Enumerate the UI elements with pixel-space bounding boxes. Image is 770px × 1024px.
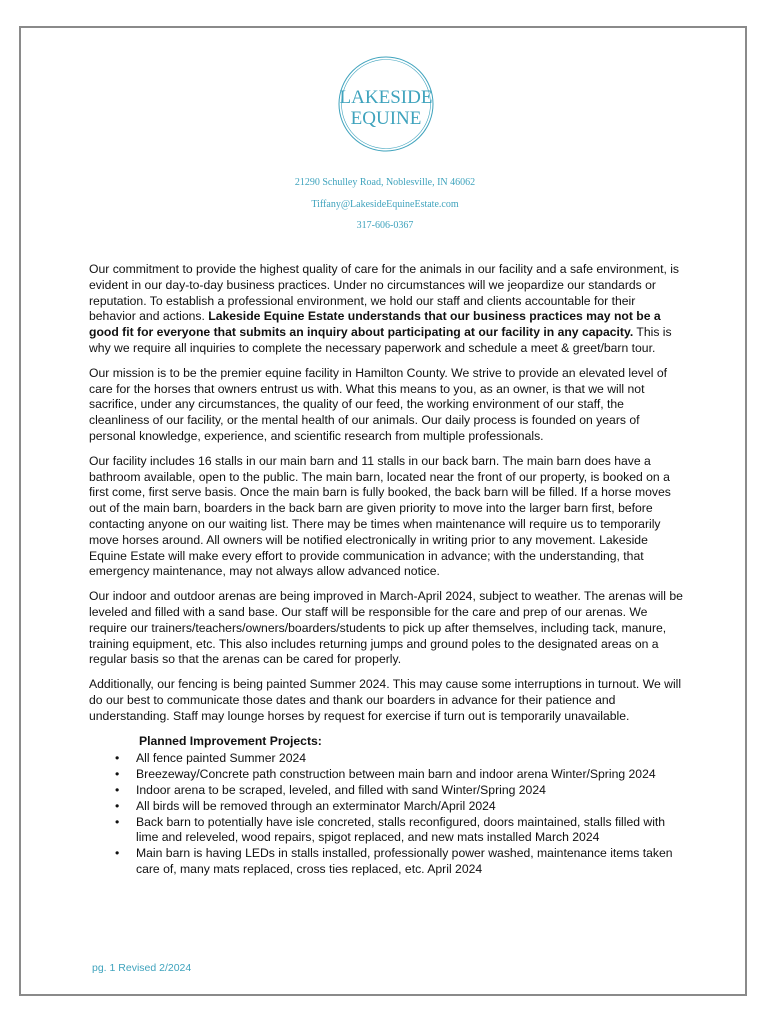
projects-list bbox=[89, 751, 683, 877]
logo-text-line1: LAKESIDE bbox=[339, 87, 433, 108]
paragraph-emphasis: Lakeside Equine Estate understands that our business practices may not be a good fit for everyone that submits an inquiry about participating at our facility in any capacity. bbox=[89, 309, 661, 340]
paragraph-facility: Our facility includes 16 stalls in our main barn and 11 stalls in our back barn. The main barn does have a bathroom available, open to the public. The main barn, located near the front of our property, is booked on a first come, first serve basis. Once the main barn is fully booked, the back barn will be filled. If a horse moves out of the main barn, boarders in the back barn are given priority to move into the larger barn first, before contacting anyone on our waiting list. There may be times when maintenance will require us to temporarily move horses around. All owners will be notified electronically in writing prior to any movement. Lakeside Equine Estate will make every effort to provide communication in advance; with the understanding, that emergency maintenance, may not always allow advanced notice. bbox=[89, 453, 671, 579]
lakeside-equine-logo bbox=[336, 54, 436, 154]
list-item: • Main barn is having LEDs in stalls installed, professionally power washed, maintenance items taken care of, many mats replaced, cross ties replaced, etc. April 2024 bbox=[115, 846, 673, 876]
paragraph-commitment: Our commitment to provide the highest quality of care for the animals in our facility and a safe environment, is evident in our day-to-day business practices. Under no circumstances will we jeopardize our standards or reputation. To establish a professional environment, we hold our staff and clients accountable for their behavior and actions. Lakeside Equine Estate understands that our business practices may not be a good fit for everyone that submits an inquiry about participating at our facility in any capacity. This is why we require all inquiries to complete the necessary paperwork and schedule a meet & greet/barn tour. bbox=[89, 262, 680, 355]
list-item: • Breezeway/Concrete path construction between main barn and indoor arena Winter/Spring 2024 bbox=[115, 767, 656, 782]
page-footer: pg. 1 Revised 2/2024 bbox=[92, 962, 192, 974]
paragraph-fencing: Additionally, our fencing is being painted Summer 2024. This may cause some interruptions in turnout. We will do our best to communicate those dates and thank our boarders in advance for their patience and understanding. Staff may lounge horses by request for exercise if turn out is temporarily unavailable. bbox=[89, 677, 682, 723]
paragraph-mission: Our mission is to be the premier equine facility in Hamilton County. We strive to provide an elevated level of care for the horses that owners entrust us with. What this means to you, as an owner, is that we will not sacrifice, under any circumstances, the quality of our feed, the working environment of our staff, the cleanliness of our facility, or the mental health of our animals. Our daily process is founded on years of personal knowledge, experience, and scientific research from multiple professionals. bbox=[89, 365, 668, 443]
logo-text-line2: EQUINE bbox=[350, 108, 422, 129]
list-item: • Indoor arena to be scraped, leveled, and filled with sand Winter/Spring 2024 bbox=[115, 782, 546, 797]
list-item: • All birds will be removed through an exterminator March/April 2024 bbox=[115, 798, 496, 813]
list-item: • All fence painted Summer 2024 bbox=[115, 751, 307, 766]
phone: 317-606-0367 bbox=[356, 220, 414, 231]
list-item: • Back barn to potentially have isle concreted, stalls reconfigured, doors maintained, stalls filled with lime and releveled, wood repairs, spigot replaced, and new mats installed March 2024 bbox=[115, 814, 666, 845]
address: 21290 Schulley Road, Noblesville, IN 46062 bbox=[294, 177, 476, 188]
document-body bbox=[89, 262, 683, 878]
projects-title: Planned Improvement Projects: bbox=[139, 733, 322, 748]
email-link[interactable]: Tiffany@LakesideEquineEstate.com bbox=[311, 199, 459, 210]
paragraph-arenas: Our indoor and outdoor arenas are being improved in March-April 2024, subject to weather. The arenas will be leveled and filled with a sand base. Our staff will be responsible for the care and prep of our arenas. We require our trainers/teachers/owners/boarders/students to pick up after themselves, including tack, manure, training equipment, etc. This also includes returning jumps and ground poles to the designated areas on a regular basis so that the arenas can be cared for properly. bbox=[89, 589, 683, 667]
